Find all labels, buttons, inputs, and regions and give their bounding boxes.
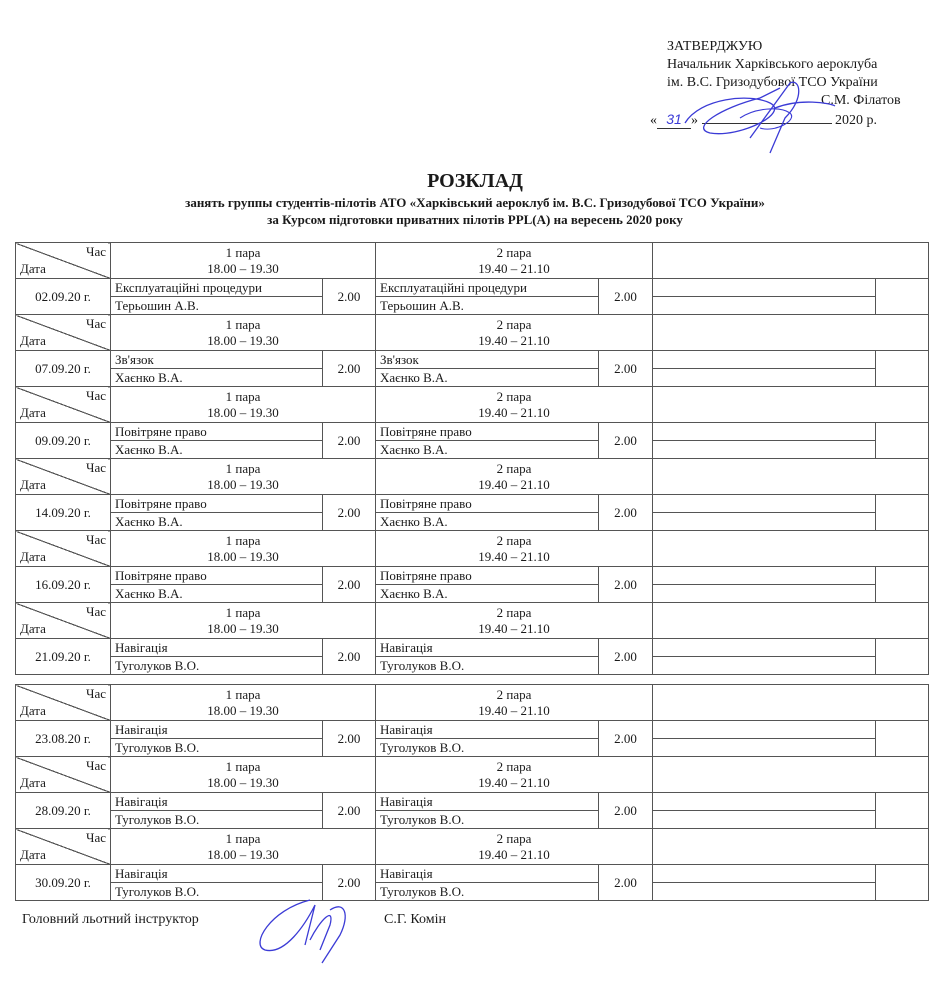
instructor-signature-icon <box>250 895 360 965</box>
date-time-corner <box>16 531 111 567</box>
pair-2-label: 2 пара <box>496 758 532 774</box>
pair-2-teacher: Терьошин А.В. <box>376 297 599 315</box>
table-row <box>16 423 929 441</box>
extra-header-cell <box>653 829 929 865</box>
table-row <box>16 351 929 369</box>
extra-cell-bottom <box>653 739 876 757</box>
extra-cell-right <box>876 721 929 757</box>
table-row <box>16 495 929 513</box>
pair-1-hours: 2.00 <box>323 351 376 387</box>
pair-2-subject: Зв'язок <box>376 351 599 369</box>
table-row <box>16 865 929 883</box>
pair-1-subject: Зв'язок <box>111 351 323 369</box>
pair-2-header <box>376 757 653 793</box>
pair-2-hours: 2.00 <box>599 865 653 901</box>
pair-1-subject: Повітряне право <box>111 423 323 441</box>
table-row <box>16 811 929 829</box>
date-label: Дата <box>20 261 46 276</box>
pair-2-subject: Повітряне право <box>376 423 599 441</box>
extra-cell-right <box>876 351 929 387</box>
date-time-corner <box>16 315 111 351</box>
date-time-corner <box>16 243 111 279</box>
schedule-table-2 <box>15 684 929 901</box>
pair-1-time: 18.00 – 19.30 <box>207 332 279 348</box>
pair-2-subject: Навігація <box>376 865 599 883</box>
pair-2-label: 2 пара <box>496 244 532 260</box>
pair-1-hours: 2.00 <box>323 639 376 675</box>
date-cell: 16.09.20 г. <box>16 567 111 603</box>
date-time-corner <box>16 829 111 865</box>
extra-cell-bottom <box>653 441 876 459</box>
pair-2-label: 2 пара <box>496 830 532 846</box>
pair-1-time: 18.00 – 19.30 <box>207 846 279 862</box>
pair-1-hours: 2.00 <box>323 495 376 531</box>
extra-cell-bottom <box>653 297 876 315</box>
pair-1-label: 1 пара <box>225 758 261 774</box>
date-time-corner <box>16 685 111 721</box>
extra-cell-right <box>876 793 929 829</box>
pair-2-header <box>376 459 653 495</box>
pair-1-label: 1 пара <box>225 316 261 332</box>
pair-2-label: 2 пара <box>496 532 532 548</box>
pair-1-subject: Експлуатаційні процедури <box>111 279 323 297</box>
pair-2-header <box>376 387 653 423</box>
extra-cell-bottom <box>653 513 876 531</box>
pair-1-header <box>111 757 376 793</box>
date-cell: 02.09.20 г. <box>16 279 111 315</box>
pair-1-label: 1 пара <box>225 388 261 404</box>
pair-2-hours: 2.00 <box>599 793 653 829</box>
date-label: Дата <box>20 703 46 718</box>
pair-2-time: 19.40 – 21.10 <box>478 260 550 276</box>
pair-2-subject: Навігація <box>376 793 599 811</box>
pair-1-subject: Повітряне право <box>111 495 323 513</box>
approval-organization: ім. В.С. Гризодубової ТСО України <box>667 75 878 90</box>
pair-1-teacher: Терьошин А.В. <box>111 297 323 315</box>
pair-1-teacher: Хаєнко В.А. <box>111 585 323 603</box>
pair-2-subject: Навігація <box>376 639 599 657</box>
pair-1-subject: Навігація <box>111 721 323 739</box>
document-title: РОЗКЛАД <box>427 170 523 192</box>
table-row <box>16 279 929 297</box>
header-row <box>16 757 929 793</box>
pair-2-time: 19.40 – 21.10 <box>478 702 550 718</box>
approval-position: Начальник Харківського аероклуба <box>667 57 878 72</box>
pair-1-header <box>111 459 376 495</box>
pair-2-time: 19.40 – 21.10 <box>478 332 550 348</box>
pair-2-time: 19.40 – 21.10 <box>478 476 550 492</box>
pair-1-subject: Навігація <box>111 865 323 883</box>
header-row <box>16 603 929 639</box>
pair-1-header <box>111 243 376 279</box>
time-label: Час <box>86 604 106 619</box>
table-row <box>16 883 929 901</box>
date-cell: 21.09.20 г. <box>16 639 111 675</box>
pair-1-teacher: Хаєнко В.А. <box>111 513 323 531</box>
pair-1-time: 18.00 – 19.30 <box>207 260 279 276</box>
header-row <box>16 459 929 495</box>
pair-2-subject: Навігація <box>376 721 599 739</box>
table-row <box>16 721 929 739</box>
date-label: Дата <box>20 847 46 862</box>
pair-2-label: 2 пара <box>496 686 532 702</box>
pair-1-time: 18.00 – 19.30 <box>207 774 279 790</box>
pair-2-teacher: Туголуков В.О. <box>376 811 599 829</box>
pair-2-subject: Повітряне право <box>376 495 599 513</box>
time-label: Час <box>86 244 106 259</box>
pair-2-hours: 2.00 <box>599 351 653 387</box>
extra-cell-top <box>653 495 876 513</box>
document-subtitle-2: за Курсом підготовки приватних пілотів PPL(A) на вересень 2020 року <box>267 212 683 227</box>
date-cell: 14.09.20 г. <box>16 495 111 531</box>
header-row <box>16 243 929 279</box>
document-subtitle: занять группы студентів-пілотів АТО «Харківський аероклуб ім. В.С. Гризодубової ТСО України» <box>185 195 765 210</box>
pair-2-time: 19.40 – 21.10 <box>478 404 550 420</box>
extra-cell-top <box>653 423 876 441</box>
pair-2-header <box>376 829 653 865</box>
extra-cell-bottom <box>653 657 876 675</box>
pair-2-hours: 2.00 <box>599 567 653 603</box>
extra-cell-right <box>876 639 929 675</box>
pair-2-hours: 2.00 <box>599 721 653 757</box>
pair-2-hours: 2.00 <box>599 495 653 531</box>
date-cell: 09.09.20 г. <box>16 423 111 459</box>
header-row <box>16 829 929 865</box>
time-label: Час <box>86 686 106 701</box>
extra-header-cell <box>653 685 929 721</box>
pair-1-time: 18.00 – 19.30 <box>207 404 279 420</box>
table-row <box>16 297 929 315</box>
pair-2-label: 2 пара <box>496 388 532 404</box>
header-row <box>16 685 929 721</box>
extra-cell-right <box>876 423 929 459</box>
date-cell: 07.09.20 г. <box>16 351 111 387</box>
approval-day: 31 <box>657 110 691 129</box>
director-signature-icon <box>680 78 840 158</box>
date-cell: 23.08.20 г. <box>16 721 111 757</box>
time-label: Час <box>86 388 106 403</box>
pair-2-subject: Експлуатаційні процедури <box>376 279 599 297</box>
pair-1-label: 1 пара <box>225 604 261 620</box>
extra-cell-right <box>876 279 929 315</box>
pair-1-time: 18.00 – 19.30 <box>207 476 279 492</box>
pair-2-hours: 2.00 <box>599 279 653 315</box>
date-label: Дата <box>20 333 46 348</box>
open-quote: « <box>650 113 657 128</box>
table-row <box>16 657 929 675</box>
date-time-corner <box>16 459 111 495</box>
header-row <box>16 387 929 423</box>
schedule-table-1 <box>15 242 929 675</box>
pair-2-subject: Повітряне право <box>376 567 599 585</box>
extra-cell-top <box>653 865 876 883</box>
pair-2-header <box>376 243 653 279</box>
close-quote: » <box>691 113 698 128</box>
extra-header-cell <box>653 603 929 639</box>
pair-1-header <box>111 603 376 639</box>
date-time-corner <box>16 387 111 423</box>
pair-2-teacher: Хаєнко В.А. <box>376 585 599 603</box>
pair-1-label: 1 пара <box>225 244 261 260</box>
table-row <box>16 739 929 757</box>
pair-1-time: 18.00 – 19.30 <box>207 548 279 564</box>
extra-cell-top <box>653 567 876 585</box>
time-label: Час <box>86 758 106 773</box>
pair-1-subject: Повітряне право <box>111 567 323 585</box>
approval-heading: ЗАТВЕРДЖУЮ <box>667 39 763 54</box>
date-label: Дата <box>20 775 46 790</box>
header-row <box>16 531 929 567</box>
pair-2-teacher: Туголуков В.О. <box>376 883 599 901</box>
extra-cell-bottom <box>653 811 876 829</box>
date-label: Дата <box>20 549 46 564</box>
pair-2-label: 2 пара <box>496 604 532 620</box>
pair-2-header <box>376 315 653 351</box>
pair-2-teacher: Хаєнко В.А. <box>376 441 599 459</box>
pair-2-teacher: Хаєнко В.А. <box>376 513 599 531</box>
pair-2-hours: 2.00 <box>599 423 653 459</box>
pair-1-teacher: Туголуков В.О. <box>111 739 323 757</box>
approval-name: С.М. Філатов <box>821 93 901 108</box>
table-row <box>16 585 929 603</box>
pair-2-label: 2 пара <box>496 316 532 332</box>
pair-1-teacher: Туголуков В.О. <box>111 883 323 901</box>
pair-1-hours: 2.00 <box>323 721 376 757</box>
pair-1-header <box>111 315 376 351</box>
date-time-corner <box>16 603 111 639</box>
pair-1-hours: 2.00 <box>323 423 376 459</box>
extra-header-cell <box>653 387 929 423</box>
date-time-corner <box>16 757 111 793</box>
pair-2-label: 2 пара <box>496 460 532 476</box>
pair-1-label: 1 пара <box>225 460 261 476</box>
pair-1-header <box>111 387 376 423</box>
pair-1-hours: 2.00 <box>323 865 376 901</box>
extra-cell-top <box>653 351 876 369</box>
pair-1-time: 18.00 – 19.30 <box>207 702 279 718</box>
extra-cell-right <box>876 865 929 901</box>
table-row <box>16 567 929 585</box>
pair-2-hours: 2.00 <box>599 639 653 675</box>
extra-cell-top <box>653 279 876 297</box>
extra-cell-bottom <box>653 585 876 603</box>
pair-1-label: 1 пара <box>225 830 261 846</box>
pair-1-label: 1 пара <box>225 686 261 702</box>
extra-cell-top <box>653 721 876 739</box>
time-label: Час <box>86 830 106 845</box>
extra-cell-right <box>876 495 929 531</box>
footer-name: С.Г. Комін <box>384 912 446 927</box>
extra-header-cell <box>653 531 929 567</box>
pair-1-header <box>111 685 376 721</box>
time-label: Час <box>86 316 106 331</box>
table-row <box>16 369 929 387</box>
date-cell: 28.09.20 г. <box>16 793 111 829</box>
extra-header-cell <box>653 243 929 279</box>
pair-1-hours: 2.00 <box>323 793 376 829</box>
table-row <box>16 513 929 531</box>
pair-1-time: 18.00 – 19.30 <box>207 620 279 636</box>
time-label: Час <box>86 532 106 547</box>
pair-2-header <box>376 531 653 567</box>
extra-cell-top <box>653 639 876 657</box>
pair-2-header <box>376 603 653 639</box>
pair-2-header <box>376 685 653 721</box>
extra-cell-right <box>876 567 929 603</box>
date-label: Дата <box>20 621 46 636</box>
table-row <box>16 441 929 459</box>
pair-1-hours: 2.00 <box>323 279 376 315</box>
pair-1-header <box>111 829 376 865</box>
pair-1-subject: Навігація <box>111 639 323 657</box>
time-label: Час <box>86 460 106 475</box>
pair-2-time: 19.40 – 21.10 <box>478 548 550 564</box>
table-row <box>16 639 929 657</box>
pair-2-teacher: Туголуков В.О. <box>376 739 599 757</box>
extra-header-cell <box>653 459 929 495</box>
pair-1-teacher: Хаєнко В.А. <box>111 441 323 459</box>
pair-2-teacher: Туголуков В.О. <box>376 657 599 675</box>
pair-2-time: 19.40 – 21.10 <box>478 620 550 636</box>
pair-1-teacher: Туголуков В.О. <box>111 811 323 829</box>
pair-1-teacher: Туголуков В.О. <box>111 657 323 675</box>
extra-cell-bottom <box>653 883 876 901</box>
table-row <box>16 793 929 811</box>
pair-1-hours: 2.00 <box>323 567 376 603</box>
date-label: Дата <box>20 405 46 420</box>
header-row <box>16 315 929 351</box>
extra-header-cell <box>653 315 929 351</box>
pair-2-teacher: Хаєнко В.А. <box>376 369 599 387</box>
pair-1-subject: Навігація <box>111 793 323 811</box>
extra-cell-bottom <box>653 369 876 387</box>
pair-1-teacher: Хаєнко В.А. <box>111 369 323 387</box>
pair-2-time: 19.40 – 21.10 <box>478 846 550 862</box>
approval-year: 2020 р. <box>835 113 877 128</box>
pair-2-time: 19.40 – 21.10 <box>478 774 550 790</box>
footer-position: Головний льотний інструктор <box>22 912 199 927</box>
date-cell: 30.09.20 г. <box>16 865 111 901</box>
pair-1-header <box>111 531 376 567</box>
extra-header-cell <box>653 757 929 793</box>
date-label: Дата <box>20 477 46 492</box>
pair-1-label: 1 пара <box>225 532 261 548</box>
extra-cell-top <box>653 793 876 811</box>
